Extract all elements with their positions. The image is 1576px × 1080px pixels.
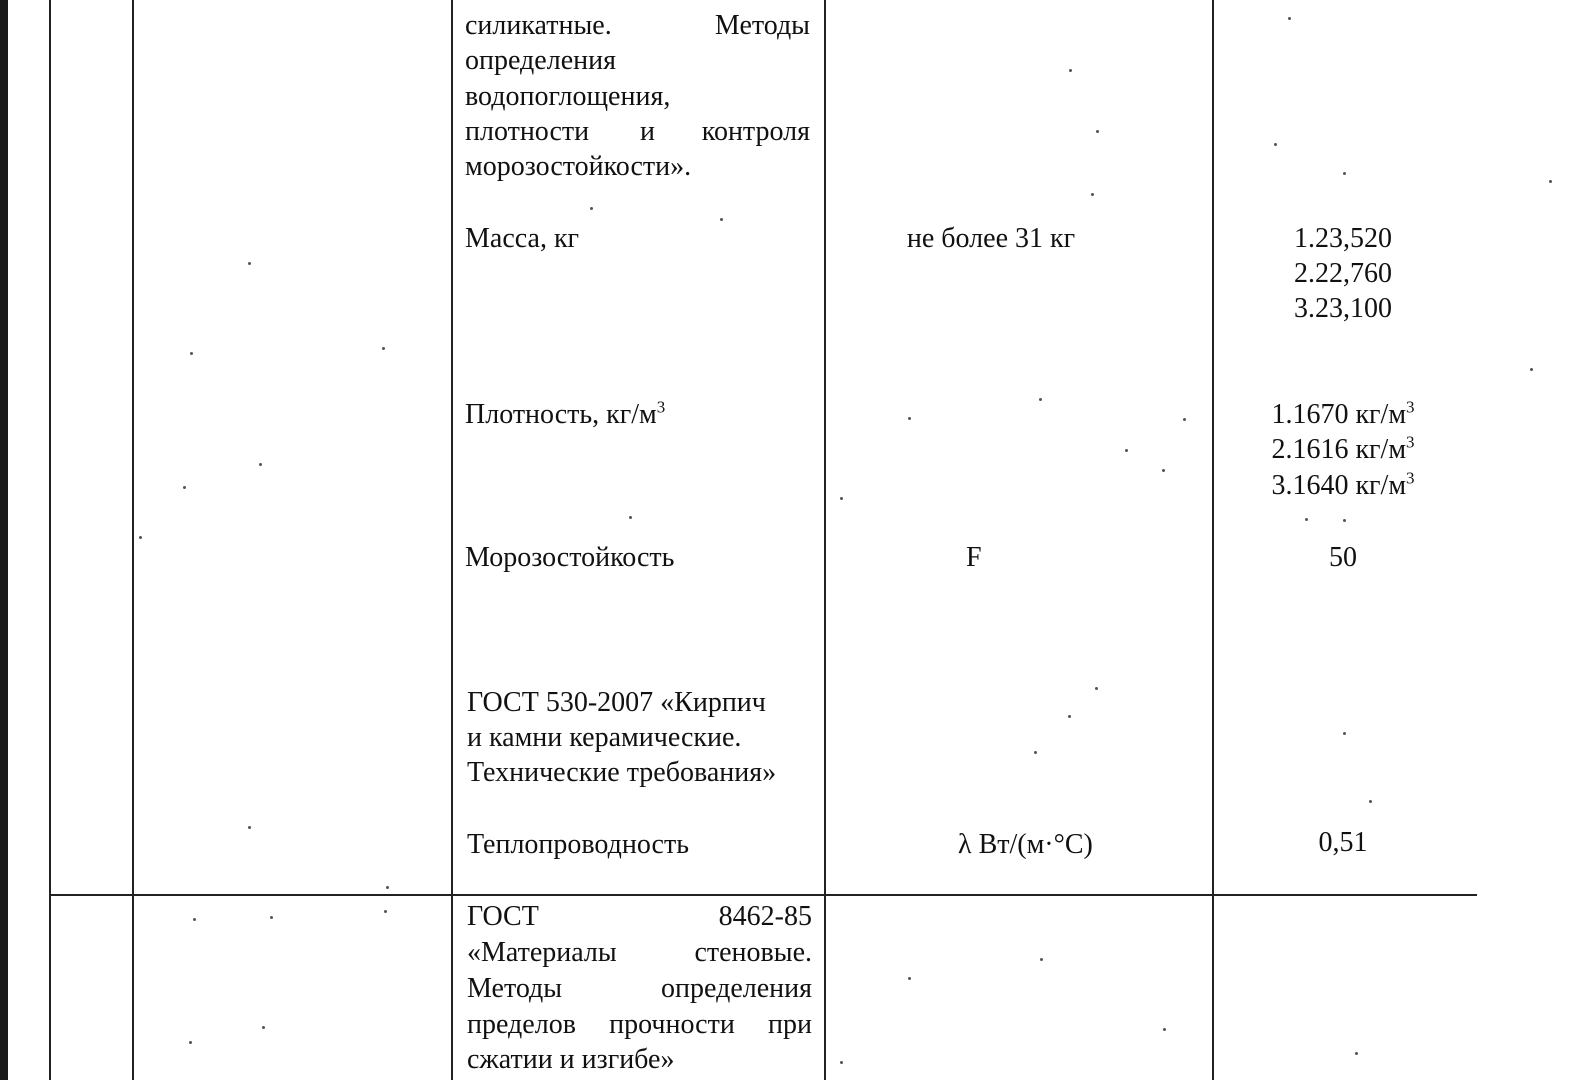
mass-result-2: 2.22,760 — [1294, 258, 1392, 289]
table-column-divider-2 — [451, 0, 453, 1080]
scan-speckle — [1068, 715, 1071, 718]
gost-8462-title-word: 8462-85 — [718, 901, 812, 932]
density-result-1 — [1214, 397, 1472, 432]
scan-speckle — [1549, 180, 1552, 183]
frost-resistance-result: 50 — [1329, 542, 1357, 573]
gost-530-title-line: и камни керамические. — [467, 722, 742, 753]
scan-speckle — [384, 910, 387, 913]
gost-530-title-line: Технические требования» — [467, 757, 777, 788]
gost-8462-title-line: сжатии и изгибе» — [467, 1044, 675, 1075]
frost-resistance-label: Морозостойкость — [465, 542, 675, 573]
standard-text-word: и — [640, 116, 655, 147]
scan-speckle — [386, 886, 389, 889]
density-result-2 — [1214, 432, 1472, 467]
gost-8462-title-word: Методы — [467, 973, 563, 1004]
mass-label: Масса, кг — [465, 223, 580, 254]
mass-result-3: 3.23,100 — [1294, 293, 1392, 324]
standard-text-word: Методы — [714, 10, 810, 41]
scan-speckle — [1091, 193, 1094, 196]
scan-speckle — [190, 352, 193, 355]
scan-speckle — [382, 347, 385, 350]
thermal-conductivity-result: 0,51 — [1318, 827, 1368, 858]
standard-text-word: плотности — [465, 116, 590, 147]
scan-speckle — [1039, 398, 1042, 401]
mass-result-1: 1.23,520 — [1294, 223, 1392, 254]
density-label — [465, 397, 665, 432]
scan-speckle — [193, 918, 196, 921]
standard-text-line: водопоглощения, — [465, 81, 671, 112]
density-result-3 — [1214, 468, 1472, 503]
scan-speckle — [1163, 1028, 1166, 1031]
table-column-divider-3 — [824, 0, 826, 1080]
gost-8462-title-word: определения — [661, 973, 812, 1004]
density-result-exponent: 3 — [1406, 468, 1415, 488]
scan-speckle — [908, 977, 911, 980]
density-result-value: 2.1616 кг/м — [1271, 434, 1407, 465]
scan-speckle — [1343, 172, 1346, 175]
density-result-exponent: 3 — [1406, 397, 1415, 417]
gost-8462-title-line — [467, 971, 812, 1006]
gost-8462-title-line — [467, 899, 812, 934]
mass-norm: не более 31 кг — [906, 223, 1076, 254]
scan-speckle — [259, 463, 262, 466]
gost-8462-title-line: пределов прочности при — [467, 1009, 812, 1040]
frost-resistance-norm: F — [966, 542, 982, 573]
scan-speckle — [1034, 751, 1037, 754]
standard-text-word: силикатные. — [465, 10, 612, 41]
scan-speckle — [1343, 732, 1346, 735]
scan-speckle — [1530, 368, 1533, 371]
gost-530-title-line: ГОСТ 530-2007 «Кирпич — [467, 687, 766, 718]
scan-speckle — [1183, 418, 1186, 421]
scanned-page-edge — [0, 0, 8, 1080]
scan-speckle — [1125, 449, 1128, 452]
thermal-conductivity-norm: λ Вт/(м·°С) — [958, 829, 1093, 860]
scan-speckle — [840, 1061, 843, 1064]
scan-speckle — [1369, 800, 1372, 803]
scan-speckle — [720, 218, 723, 221]
scan-speckle — [1288, 17, 1291, 20]
gost-8462-title-word: стеновые. — [694, 937, 812, 968]
scan-speckle — [840, 497, 843, 500]
scan-speckle — [248, 262, 251, 265]
scan-speckle — [590, 207, 593, 210]
scan-speckle — [1305, 518, 1308, 521]
gost-8462-title-word: ГОСТ — [467, 901, 539, 932]
gost-8462-title-line — [467, 935, 812, 970]
scan-speckle — [1040, 958, 1043, 961]
scan-speckle — [189, 1041, 192, 1044]
standard-text-line — [465, 114, 810, 149]
density-result-exponent: 3 — [1406, 432, 1415, 452]
standard-text-word: контроля — [701, 116, 810, 147]
density-label-exponent: 3 — [656, 397, 666, 417]
scan-speckle — [1355, 1052, 1358, 1055]
table-column-divider-1 — [132, 0, 134, 1080]
standard-text-line — [465, 8, 810, 43]
scan-speckle — [1274, 143, 1277, 146]
scan-speckle — [1343, 519, 1346, 522]
table-border-left — [49, 0, 51, 1080]
scan-speckle — [1095, 687, 1098, 690]
scan-speckle — [1096, 130, 1099, 133]
scan-speckle — [139, 536, 142, 539]
density-result-value: 1.1670 кг/м — [1271, 399, 1407, 430]
density-result-value: 3.1640 кг/м — [1271, 470, 1407, 501]
thermal-conductivity-label: Теплопроводность — [467, 829, 689, 860]
scan-speckle — [629, 516, 632, 519]
scan-speckle — [908, 417, 911, 420]
scan-speckle — [270, 916, 273, 919]
standard-text-line: морозостойкости». — [465, 151, 692, 182]
scan-speckle — [262, 1026, 265, 1029]
scan-speckle — [248, 826, 251, 829]
standard-text-line: определения — [465, 45, 616, 76]
table-row-divider — [49, 894, 1477, 896]
scan-speckle — [183, 486, 186, 489]
scan-speckle — [1069, 69, 1072, 72]
scan-speckle — [1162, 469, 1165, 472]
gost-8462-title-word: «Материалы — [467, 937, 617, 968]
density-label-text: Плотность, кг/м — [465, 399, 657, 430]
